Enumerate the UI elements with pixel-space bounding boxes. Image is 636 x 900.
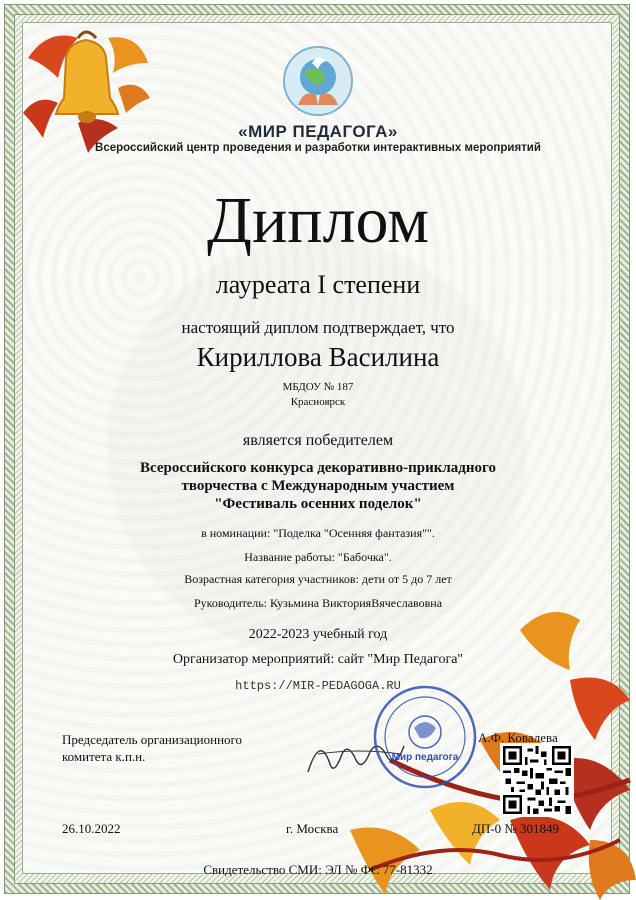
diploma-degree: лауреата I степени — [215, 270, 421, 299]
diploma-title: Диплом — [206, 184, 430, 257]
contest-title — [0, 459, 636, 513]
qr-code[interactable] — [500, 743, 574, 817]
website-link[interactable]: https://MIR-PEDAGOGA.RU — [235, 679, 401, 693]
issue-date: 26.10.2022 — [62, 821, 121, 836]
nomination-text: в номинации: "Поделка "Осенняя фантазия"". — [201, 526, 435, 540]
recipient-name: Кириллова Василина — [196, 342, 440, 372]
supervisor: Руководитель: Кузьмина ВикторияВячеславовна — [193, 596, 443, 610]
stamp-text: Мир педагога — [391, 752, 459, 763]
organization-subtitle: Всероссийский центр проведения и разработки интерактивных мероприятий — [95, 142, 541, 154]
official-stamp — [372, 684, 478, 790]
contest-title-line: творчества с Международным участием — [181, 478, 455, 494]
diploma-number: ДП-0 № 301849 — [472, 821, 559, 836]
confirmation-text: настоящий диплом подтверждает, что — [181, 318, 455, 337]
chair-title-line: комитета к.п.н. — [62, 749, 146, 764]
media-certificate: Свидетельство СМИ: ЭЛ № ФС 77-81332 — [203, 862, 433, 877]
age-category: Возрастная категория участников: дети от 5 до 7 лет — [184, 572, 452, 586]
contest-title-line: "Фестиваль осенних поделок" — [214, 496, 422, 512]
chair-title — [62, 731, 242, 765]
mir-pedagoga-logo — [282, 45, 354, 117]
recipient-city: Красноярск — [290, 396, 346, 408]
recipient-school: МБДОУ № 187 — [282, 381, 354, 393]
signer-name: А.Ф. Ковалева — [478, 730, 558, 745]
winner-text: является победителем — [242, 432, 394, 449]
work-title: Название работы: "Бабочка". — [244, 550, 392, 564]
chair-title-line: Председатель организационного — [62, 732, 243, 747]
contest-title-line: Всероссийского конкурса декоративно-прикладного — [140, 460, 496, 476]
organizer-text: Организатор мероприятий: сайт "Мир Педагога" — [172, 652, 464, 667]
organization-name: «МИР ПЕДАГОГА» — [238, 122, 398, 141]
school-year: 2022-2023 учебный год — [248, 627, 388, 642]
issue-city: г. Москва — [286, 821, 339, 836]
